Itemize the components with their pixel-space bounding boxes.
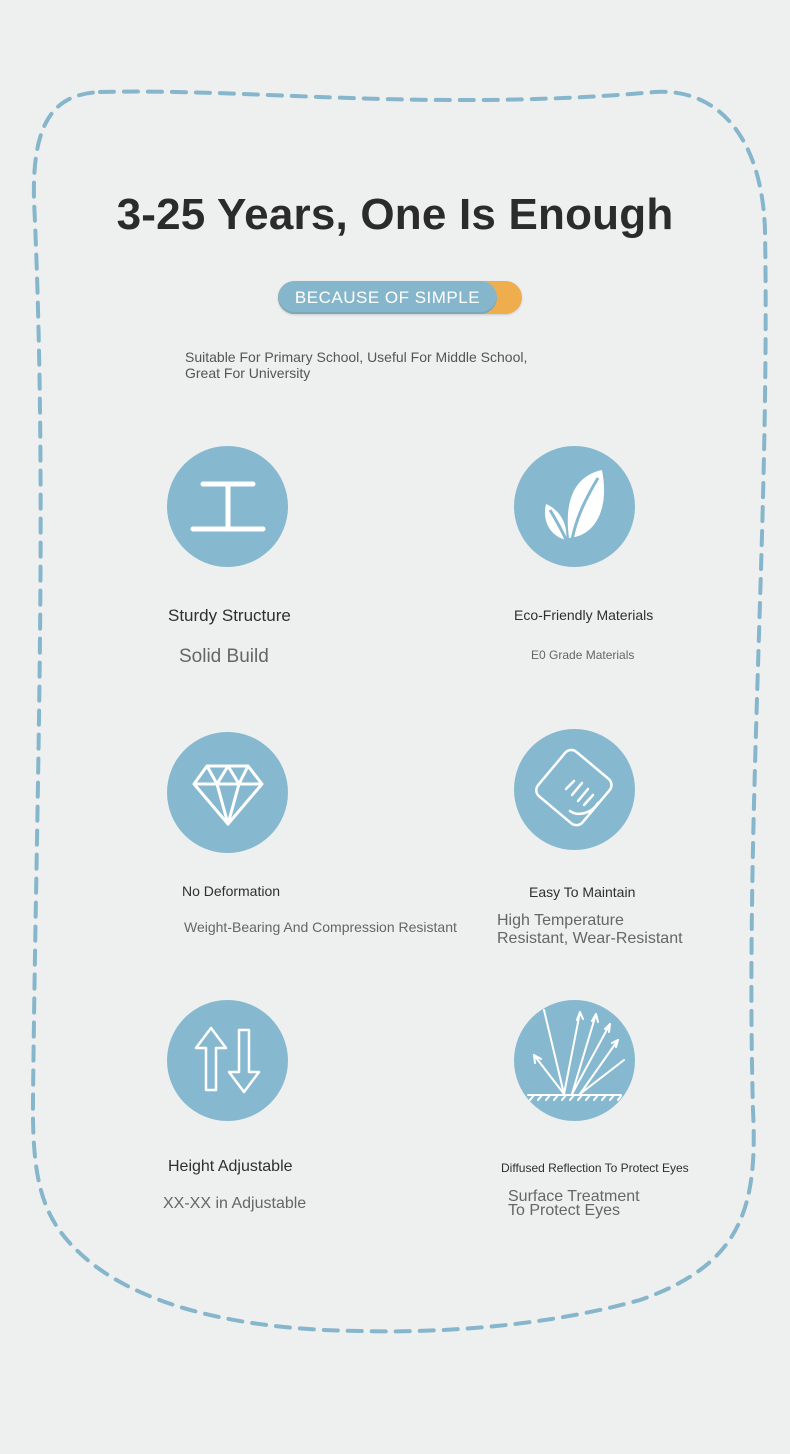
feature-icon-circle	[167, 446, 288, 567]
feature-title: Easy To Maintain	[529, 884, 636, 900]
feature-subtitle: XX-XX in Adjustable	[163, 1195, 307, 1212]
wipe-hand-icon	[514, 729, 635, 850]
feature-subtitle: Solid Build	[179, 646, 269, 667]
leaf-icon	[514, 446, 635, 567]
light-reflection-icon	[514, 1000, 635, 1121]
feature-icon-circle	[514, 1000, 635, 1121]
feature-title: Sturdy Structure	[168, 606, 291, 625]
feature-subtitle: E0 Grade Materials	[531, 648, 635, 662]
feature-subtitle	[508, 1190, 640, 1218]
subtitle	[185, 349, 605, 381]
feature-icon-circle	[514, 729, 635, 850]
up-down-arrows-icon	[167, 1000, 288, 1121]
feature-subtitle: Weight-Bearing And Compression Resistant	[184, 919, 457, 935]
i-beam-icon	[167, 446, 288, 567]
subtitle-line-1: Suitable For Primary School, Useful For Middle School,	[185, 349, 528, 365]
feature-title: Height Adjustable	[168, 1158, 293, 1175]
badge-label: BECAUSE OF SIMPLE	[278, 281, 497, 314]
feature-title: No Deformation	[182, 883, 281, 899]
feature-subtitle	[497, 912, 683, 948]
feature-subtitle-line-1: Surface Treatment	[508, 1188, 640, 1205]
page-title: 3-25 Years, One Is Enough	[116, 190, 674, 239]
subtitle-line-2: Great For University	[185, 365, 311, 381]
feature-subtitle-line-2: To Protect Eyes	[508, 1202, 621, 1219]
badge	[278, 281, 522, 314]
feature-icon-circle	[167, 732, 288, 853]
feature-subtitle-line-2: Resistant, Wear-Resistant	[497, 930, 683, 947]
feature-icon-circle	[514, 446, 635, 567]
feature-icon-circle	[167, 1000, 288, 1121]
feature-title: Diffused Reflection To Protect Eyes	[501, 1161, 689, 1175]
feature-subtitle-line-1: High Temperature	[497, 912, 624, 929]
diamond-icon	[167, 732, 288, 853]
feature-title: Eco-Friendly Materials	[514, 607, 654, 623]
